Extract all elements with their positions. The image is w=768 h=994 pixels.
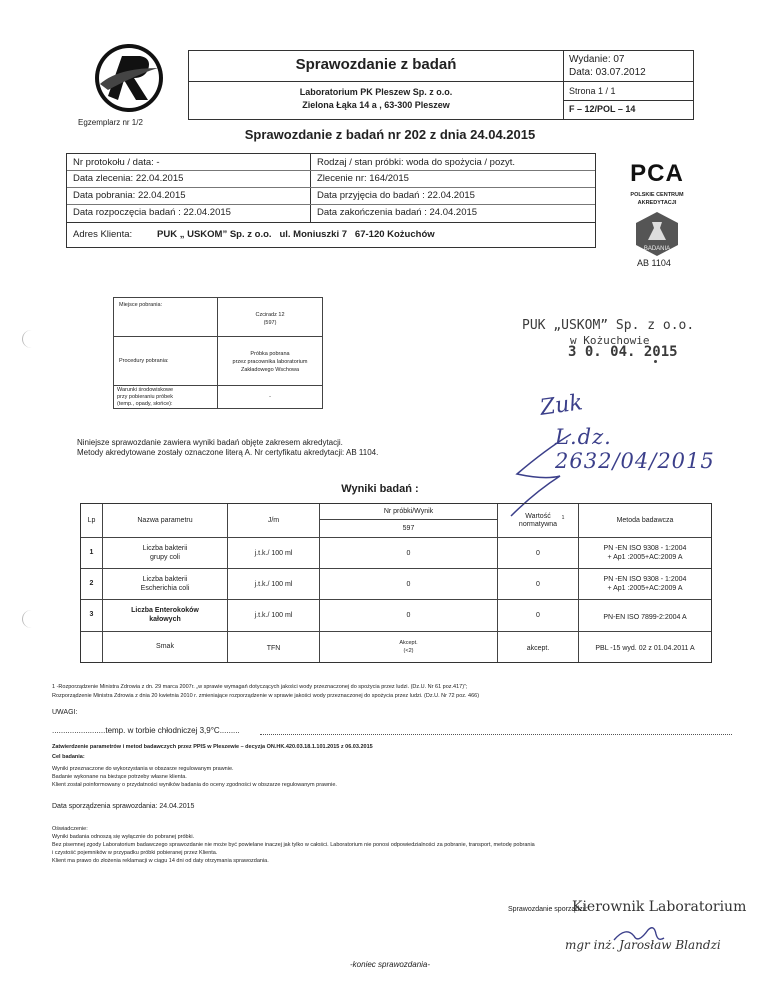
procedures-value-1: Próbka pobrana [250, 351, 290, 357]
statement-label: Oświadczenie: [52, 826, 88, 832]
row1-method-1: PN -EN ISO 9308 - 1:2004 [603, 545, 687, 552]
row1-method-2: + Ap1 :2005+AC:2009 A [607, 554, 683, 561]
row1-lp: 1 [89, 549, 94, 556]
lab-manager-role: Kierownik Laboratorium [572, 899, 747, 915]
header-lp: Lp [87, 517, 96, 524]
header-norm-2: normatywna [518, 521, 558, 528]
row2-lp: 2 [89, 580, 94, 587]
conditions-label-2: przy pobieraniu próbek [117, 394, 173, 400]
purpose-label: Cel badania: [52, 754, 85, 760]
row-line-1 [81, 568, 711, 569]
place-label: Miejsce pobrania: [119, 302, 163, 308]
pca-line-1: POLSKIE CENTRUM [630, 192, 684, 198]
row2-param-1: Liczba bakterii [142, 576, 188, 583]
row3-unit: j.t.k./ 100 ml [254, 612, 293, 619]
row1-param-1: Liczba bakterii [142, 545, 188, 552]
row2-norm: 0 [536, 581, 540, 588]
lab-address: Zielona Łąka 14 a , 63-300 Pleszew [302, 100, 450, 110]
header-divider [563, 51, 564, 119]
protocol: Nr protokołu / data: - [73, 157, 160, 168]
row-line-0 [81, 537, 711, 538]
row2-method-1: PN -EN ISO 9308 - 1:2004 [603, 576, 687, 583]
issue-date: Data: 03.07.2012 [569, 67, 646, 78]
row2-method-2: + Ap1 :2005+AC:2009 A [607, 585, 683, 592]
header-box [188, 50, 694, 120]
remarks-line: ........................temp. w torbie chłodniczej 3,9°C......... [52, 726, 240, 735]
row4-method-1: PBL -15 wyd. 02 z 01.04.2011 A [595, 645, 695, 652]
statement-2: Bez pisemnej zgody Laboratorium badawczego sprawozdanie nie może być powielane inaczej jak tylko w całości. Laboratorium nie ponosi odpowiedzialności za pobranie, transport, metodę pobrania [52, 842, 535, 848]
order-date: Data zlecenia: 22.04.2015 [73, 173, 184, 184]
margin-hole-1 [22, 330, 41, 348]
conditions-label-1: Warunki środowiskowe [117, 387, 174, 393]
received-date: Data przyjęcia do badań : 22.04.2015 [317, 190, 475, 201]
remarks-label: UWAGI: [52, 709, 78, 716]
pca-mark: PCA [630, 160, 684, 187]
row3-result: 0 [406, 612, 411, 619]
copy-note: Egzemplarz nr 1/2 [78, 118, 143, 127]
row1-unit: j.t.k./ 100 ml [254, 550, 293, 557]
statement-1: Wyniki badania odnoszą się wyłącznie do pobranej próbki. [52, 834, 195, 840]
row4-result-2: (<2) [403, 648, 414, 654]
accreditation-note-1: Niniejsze sprawozdanie zawiera wyniki badań objęte zakresem akredytacji. [77, 438, 343, 447]
row4-result: Akcept. [399, 640, 418, 646]
stamp-dot [654, 360, 657, 363]
row4-norm: akcept. [526, 645, 550, 652]
purpose-2: Badanie wykonane na bieżące potrzeby własne klienta. [52, 774, 187, 780]
row3-method-1: PN-EN ISO 7899-2:2004 A [603, 614, 687, 621]
row2-param-2: Escherichia coli [140, 585, 190, 592]
place-value-2: (597) [263, 320, 277, 326]
lab-name: Laboratorium PK Pleszew Sp. z o.o. [299, 87, 453, 97]
header-row-divider-2 [563, 100, 694, 101]
approval: Zatwierdzenie parametrów i metod badawczych przez PPIS w Pleszewie – decyzja ON.HK.420.03.18.1.101.2015 z 06.03.2015 [52, 744, 373, 750]
header-method: Metoda badawcza [616, 517, 674, 524]
footnote-2: Rozporządzenie Ministra Zdrowia z dnia 20 kwietnia 2010 r. zmieniające rozporządzenie w sprawie jakości wody przeznaczonej do spożycia przez ludzi. (Dz.U. Nr 72 poz. 466) [52, 693, 480, 699]
row2-result: 0 [406, 581, 411, 588]
accreditation-note-2: Metody akredytowane zostały oznaczone literą A. Nr certyfikatu akredytacji: AB 1104. [77, 448, 379, 457]
info-row-line-4 [67, 222, 595, 223]
row1-norm: 0 [536, 550, 540, 557]
pca-badge: BADANIA [643, 246, 671, 252]
statement-3: i czystość pojemników w przypadku próbki pobieranej przez Klienta. [52, 850, 218, 856]
sampling-table [113, 297, 323, 409]
statement-4: Klient ma prawo do złożenia reklamacji w ciągu 14 dni od daty otrzymania sprawozdania. [52, 858, 269, 864]
procedures-value-3: Zakładowego Wschowa [240, 367, 300, 373]
results-heading: Wyniki badań : [341, 483, 419, 495]
form-code: F – 12/POL – 14 [569, 104, 636, 114]
handwritten-signature: Zuk [538, 390, 585, 421]
manager-name: mgr inż. Jarosław Blandzi [565, 938, 721, 952]
row3-lp: 3 [89, 611, 94, 618]
end-note: -koniec sprawozdania- [350, 960, 431, 969]
header-sample: Nr próbki/Wynik [383, 508, 434, 515]
pca-cert: AB 1104 [637, 258, 671, 268]
row-line-2 [81, 599, 711, 600]
client-stamp-date: 3 0. 04. 2015 [568, 344, 678, 360]
header-title-divider [189, 81, 563, 82]
header-param: Nazwa parametru [137, 517, 193, 524]
purpose-3: Klient został poinformowany o przydatności wyników badania do oceny zgodności w obszarze regulowanym prawnie. [52, 782, 337, 788]
purpose-1: Wyniki przeznaczone do wykorzystania w obszarze regulowanym prawnie. [52, 766, 234, 772]
handwritten-reference: L.dz. 2632/04/2015 [555, 425, 715, 473]
report-title: Sprawozdanie z badań nr 202 z dnia 24.04.2015 [244, 127, 536, 142]
info-row-line-1 [67, 170, 595, 171]
procedures-label: Procedury pobrania: [119, 358, 169, 364]
client-stamp-line-2: w Kożuchowie [570, 334, 650, 347]
client-stamp-line-1: PUK „USKOM” Sp. z o.o. [522, 318, 695, 333]
info-box [66, 153, 596, 248]
info-col-divider [310, 154, 311, 222]
report-date: Data sporządzenia sprawozdania: 24.04.2015 [52, 803, 195, 810]
logo [78, 38, 180, 118]
place-value-1: Czciradz 12 [255, 312, 285, 318]
client-label: Adres Klienta: [73, 229, 133, 240]
remarks-dotted-line [260, 734, 732, 735]
header-title: Sprawozdanie z badań [295, 56, 457, 73]
info-row-line-3 [67, 204, 595, 205]
procedures-value-2: przez pracownika laboratorium [232, 359, 308, 365]
row4-unit: TFN [266, 645, 281, 652]
header-sample-no: 597 [402, 525, 415, 532]
pca-logo [612, 160, 702, 260]
header-norm-sup: 1 [561, 515, 565, 521]
results-table [80, 503, 712, 663]
footnote-1: 1 -Rozporządzenie Ministra Zdrowia z dn. 29 marca 2007r. „w sprawie wymagań dotyczących jakości wody przeznaczonej do spożycia przez ludzi. (Dz.U. Nr 61 poz.417)”; [52, 684, 468, 690]
prepared-by-label: Sprawozdanie sporządził: [508, 906, 588, 913]
issue-label: Wydanie: 07 [569, 54, 625, 65]
order-no: Zlecenie nr: 164/2015 [317, 173, 409, 184]
row-line-sub [319, 519, 497, 520]
row-line-3 [81, 631, 711, 632]
header-norm-1: Wartość [525, 513, 551, 520]
conditions-value: - [269, 394, 271, 400]
row1-param-2: grupy coli [150, 554, 180, 561]
row3-norm: 0 [536, 612, 540, 619]
row4-param-1: Smak [156, 643, 174, 650]
pca-line-2: AKREDYTACJI [637, 200, 677, 206]
row3-param-2: kałowych [149, 616, 181, 623]
header-row-divider [563, 81, 694, 82]
page-number: Strona 1 / 1 [569, 86, 616, 96]
test-start: Data rozpoczęcia badań : 22.04.2015 [73, 207, 231, 218]
info-row-line-2 [67, 187, 595, 188]
conditions-label-3: (temp., opady, słońce): [117, 401, 173, 407]
margin-hole-2 [22, 610, 41, 628]
row3-param-1: Liczba Enterokoków [131, 607, 199, 614]
sample-type: Rodzaj / stan próbki: woda do spożycia / pozyt. [317, 157, 516, 168]
sampling-date: Data pobrania: 22.04.2015 [73, 190, 186, 201]
test-end: Data zakończenia badań : 24.04.2015 [317, 207, 478, 218]
header-unit: J/m [267, 517, 280, 524]
row1-result: 0 [406, 550, 411, 557]
client-value: PUK „ USKOM” Sp. z o.o. ul. Moniuszki 7 67-120 Kożuchów [157, 229, 435, 240]
row2-unit: j.t.k./ 100 ml [254, 581, 293, 588]
